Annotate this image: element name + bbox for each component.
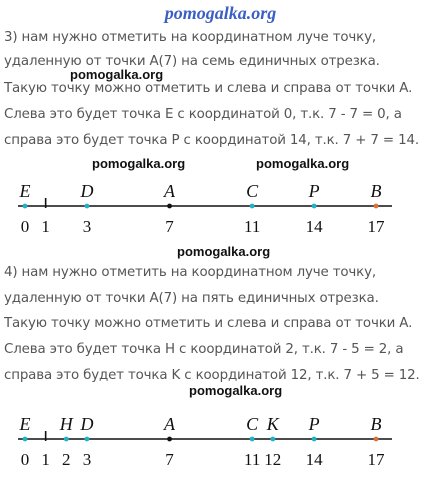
coordinate-label: 14 xyxy=(305,450,323,469)
watermark-inline: pomogalka.org xyxy=(92,156,186,171)
point-c-label: C xyxy=(246,414,259,434)
section3-line-2: удаленную от точки A(7) на семь единичных отрезка. xyxy=(4,54,380,69)
section3-line-5: справа это будет точка P с координатой 14, т.к. 7 + 7 = 14. xyxy=(4,133,419,148)
point-d-label: D xyxy=(80,414,94,434)
point-d-label: D xyxy=(80,181,94,201)
point-e-label: E xyxy=(19,181,31,201)
point-k-marker xyxy=(270,437,275,442)
point-e-label: E xyxy=(19,414,31,434)
coordinate-label: 11 xyxy=(243,450,261,469)
coordinate-label: 3 xyxy=(82,217,92,236)
point-c-marker xyxy=(250,437,255,442)
point-a-label: A xyxy=(164,181,176,201)
section4-line-1: 4) нам нужно отметить на координатном луче точку, xyxy=(4,265,376,280)
point-h-label: H xyxy=(59,414,73,434)
watermark-inline: pomogalka.org xyxy=(256,156,350,171)
number-line-2 xyxy=(0,413,441,473)
coordinate-label: 11 xyxy=(243,217,261,236)
section4-line-2: удаленную от точки A(7) на пять единичных отрезка. xyxy=(4,291,379,306)
point-p-label: P xyxy=(308,414,320,434)
watermark-inline: pomogalka.org xyxy=(177,244,271,259)
point-a-label: A xyxy=(164,414,176,434)
point-e-marker xyxy=(23,204,28,209)
coordinate-label: 3 xyxy=(82,450,92,469)
coordinate-label: 2 xyxy=(62,450,71,469)
point-b-marker xyxy=(374,204,379,209)
coordinate-label: 17 xyxy=(367,217,385,236)
number-line-1 xyxy=(0,180,441,240)
section3-line-3: Такую точку можно отметить и слева и справа от точки A. xyxy=(4,81,413,96)
point-p-marker xyxy=(312,437,317,442)
point-d-marker xyxy=(85,204,90,209)
point-c-marker xyxy=(250,204,255,209)
coordinate-label: 17 xyxy=(367,450,385,469)
coordinate-label: 7 xyxy=(165,450,174,469)
point-h-marker xyxy=(64,437,69,442)
coordinate-label: 14 xyxy=(305,217,323,236)
section3-line-1: 3) нам нужно отметить на координатном луче точку, xyxy=(4,30,376,45)
section4-line-4: Слева это будет точка H с координатой 2, т.к. 7 - 5 = 2, а xyxy=(4,342,404,357)
section4-line-5: справа это будет точка K с координатой 12, т.к. 7 + 5 = 12. xyxy=(4,368,420,383)
point-c-label: C xyxy=(246,181,259,201)
watermark-inline: pomogalka.org xyxy=(189,383,283,398)
coordinate-label: 7 xyxy=(165,217,174,236)
point-p-marker xyxy=(312,204,317,209)
coordinate-label: 0 xyxy=(20,217,30,236)
section4-line-3: Такую точку можно отметить и слева и справа от точки A. xyxy=(4,316,413,331)
watermark-top: pomogalka.org xyxy=(164,3,277,23)
point-a-marker xyxy=(167,437,172,442)
coordinate-label: 1 xyxy=(41,217,50,236)
point-k-label: K xyxy=(266,414,279,434)
point-b-label: B xyxy=(370,181,382,201)
point-e-marker xyxy=(23,437,28,442)
point-a-marker xyxy=(167,204,172,209)
section3-line-4: Слева это будет точка E с координатой 0, т.к. 7 - 7 = 0, а xyxy=(4,107,402,122)
point-p-label: P xyxy=(308,181,320,201)
coordinate-label: 12 xyxy=(264,450,282,469)
coordinate-label: 1 xyxy=(41,450,50,469)
coordinate-label: 0 xyxy=(20,450,30,469)
point-d-marker xyxy=(85,437,90,442)
point-b-marker xyxy=(374,437,379,442)
watermark-inline: pomogalka.org xyxy=(70,67,164,82)
point-b-label: B xyxy=(370,414,382,434)
